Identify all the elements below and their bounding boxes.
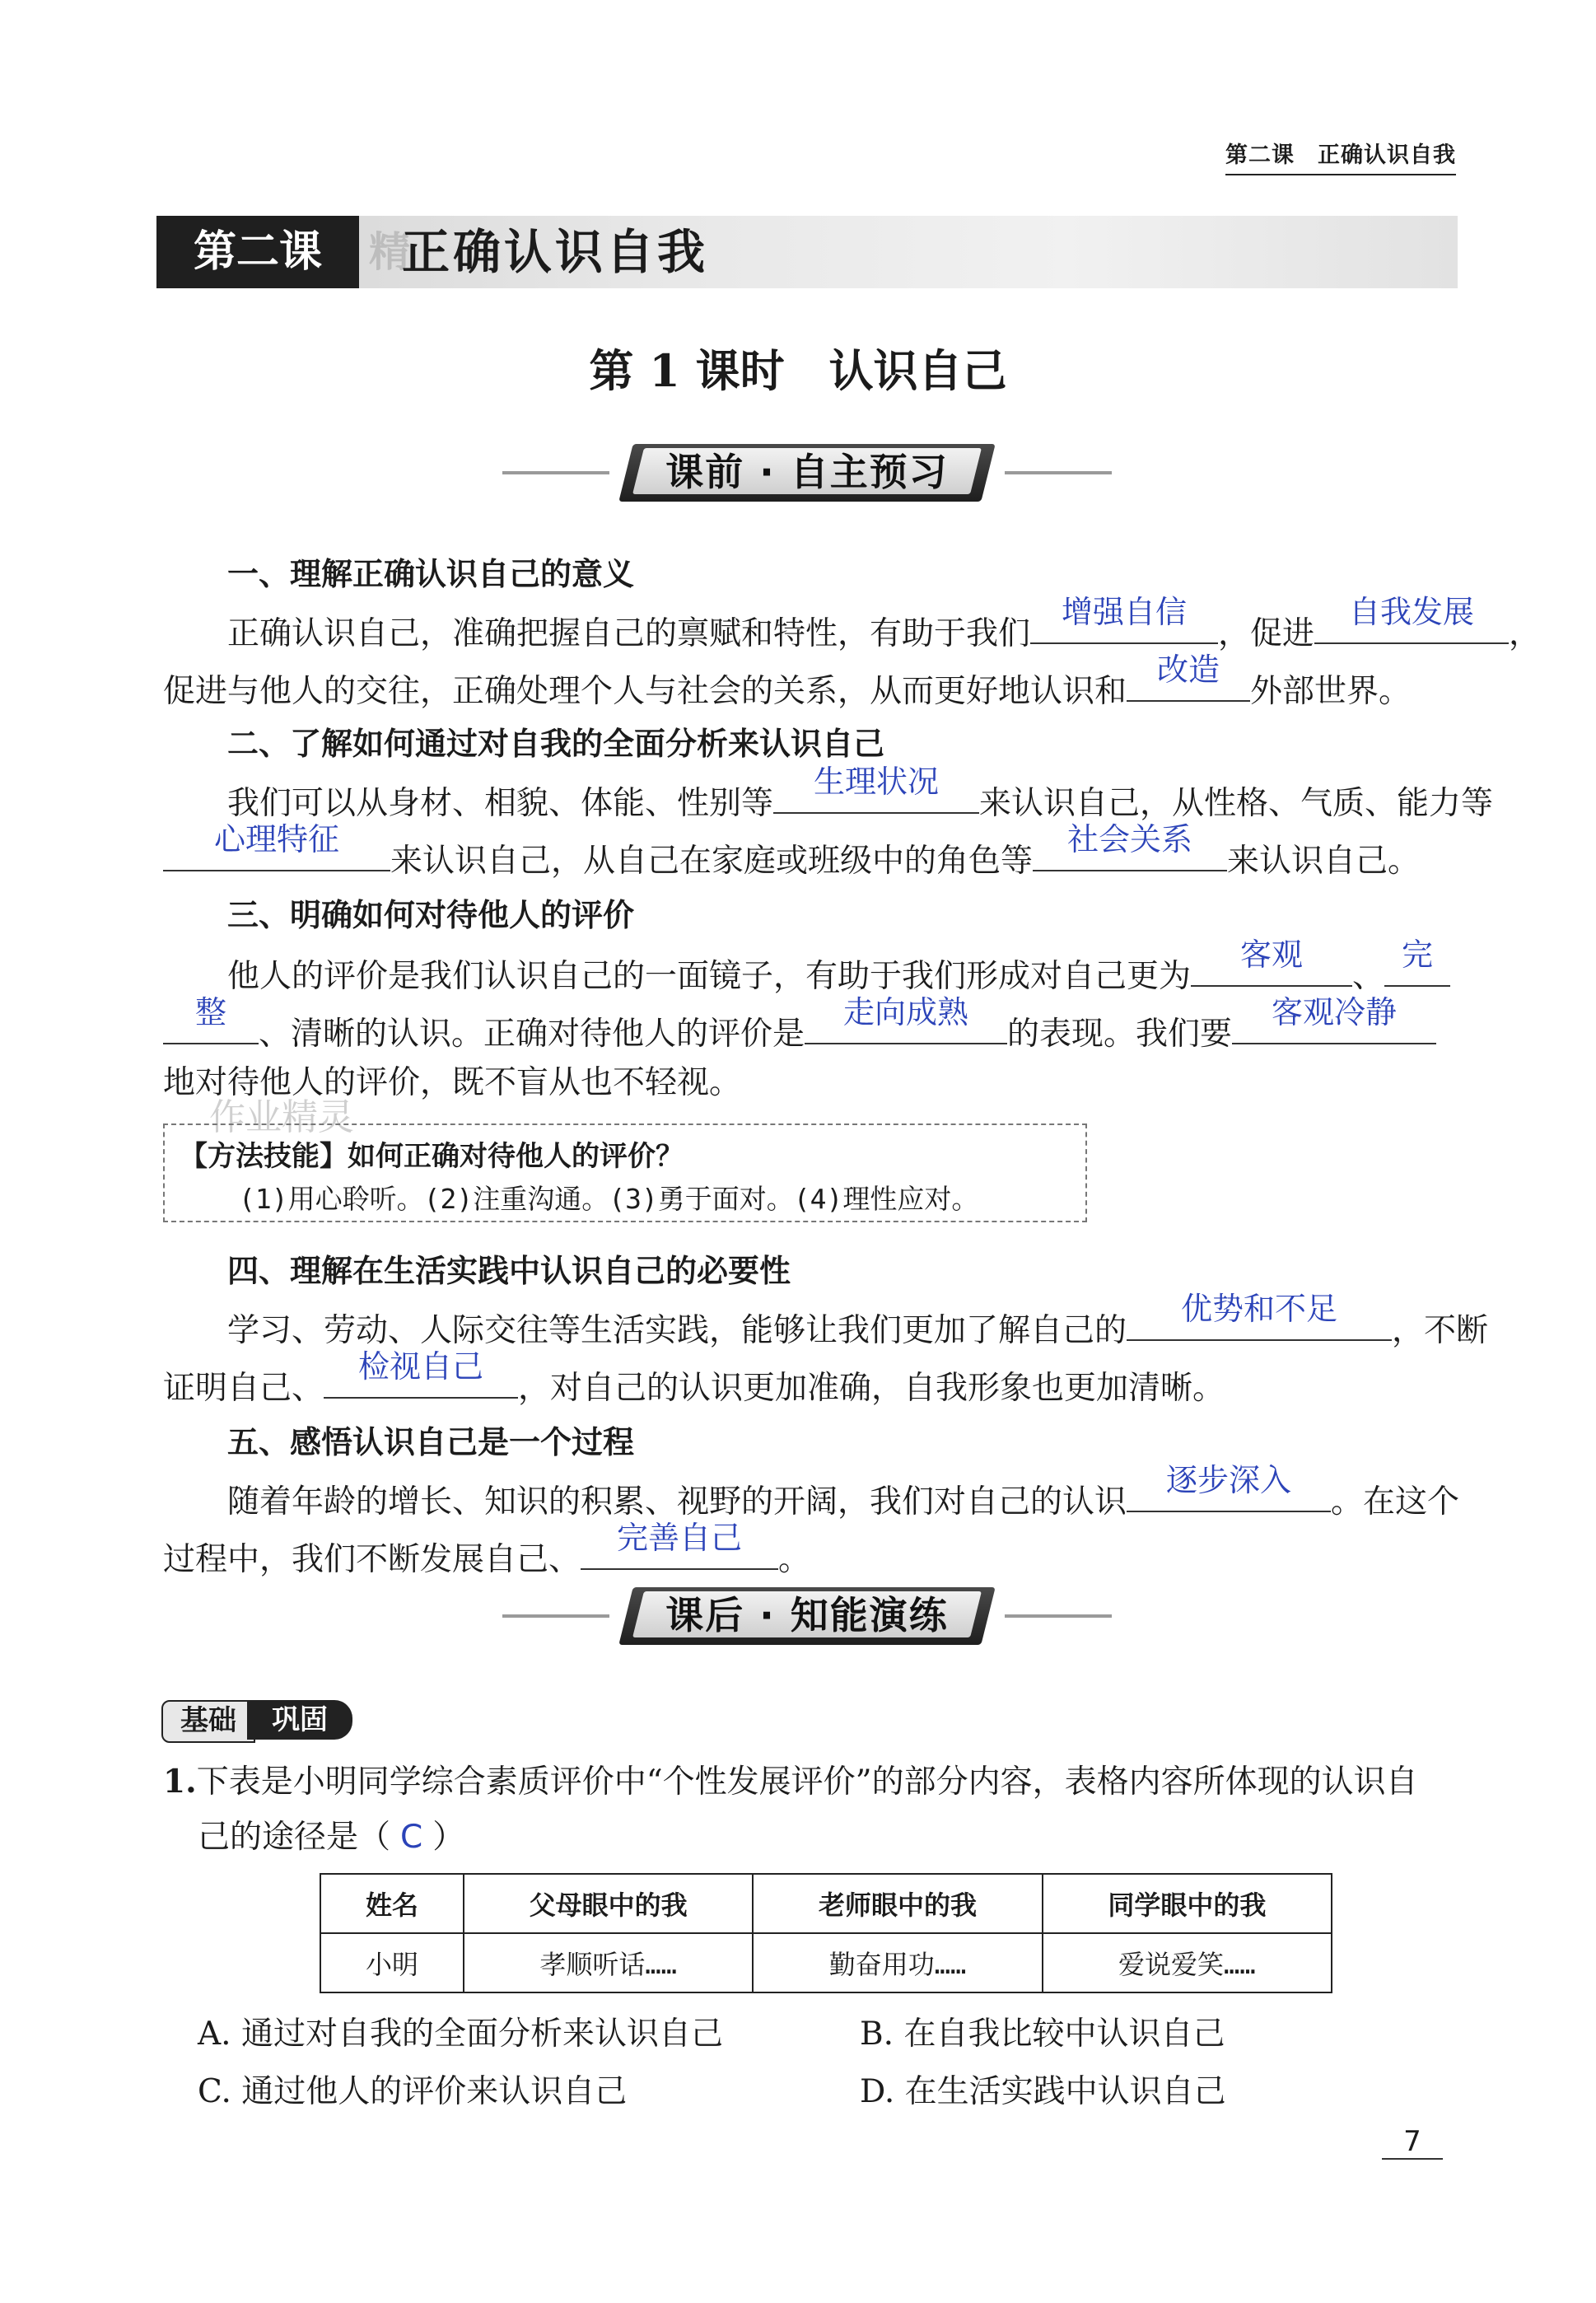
s4-line1: 学习、劳动、人际交往等生活实践，能够让我们更加了解自己的 优势和不足 ，不断 [227, 1291, 1489, 1349]
method-box [163, 1123, 1087, 1222]
s3-blank3[interactable]: 走向成熟 [805, 1003, 1007, 1044]
q1-option-d[interactable]: D. 在生活实践中认识自己 [860, 2073, 1226, 2110]
tag-basic: 基础 [161, 1700, 255, 1743]
q1-table [320, 1873, 1332, 1993]
s4-heading: 四、理解在生活实践中认识自己的必要性 [227, 1253, 791, 1289]
q1-option-a[interactable]: A. 通过对自我的全面分析来认识自己 [198, 2016, 723, 2053]
s2-heading: 二、了解如何通过对自我的全面分析来认识自己 [227, 726, 885, 762]
table-cell: 小明 [320, 1933, 464, 1992]
s1-line1: 正确认识自己，准确把握自己的禀赋和特性，有助于我们 增强自信 ，促进 自我发展 ， [227, 594, 1542, 652]
chapter-label: 第二课 [156, 216, 359, 288]
s3-blank2b[interactable]: 整 [163, 1003, 259, 1044]
q1-stem-line1: 1.下表是小明同学综合素质评价中“个性发展评价”的部分内容，表格内容所体现的认识自 [163, 1763, 1418, 1801]
s4-blank1[interactable]: 优势和不足 [1127, 1300, 1392, 1341]
s4-line2: 证明自己、 检视自己 ，对自己的认识更加准确，自我形象也更加清晰。 [163, 1348, 1225, 1407]
section-pre-title: 课前 · 自主预习 [665, 450, 949, 494]
s1-blank3[interactable]: 改造 [1127, 661, 1250, 702]
lesson-title: 第 1 课时 认识自己 [589, 344, 1007, 397]
q1-answer[interactable]: C [400, 1819, 423, 1856]
q1-stem-line2: 己的途径是（ C ） [198, 1819, 465, 1856]
banner-watermark: 精 [369, 228, 410, 276]
s3-blank4[interactable]: 客观冷静 [1232, 1003, 1436, 1044]
method-watermark: 作业精灵 [209, 1096, 354, 1138]
page-number: 7 [1382, 2125, 1443, 2160]
table-header: 姓名 [320, 1874, 464, 1933]
q1-option-c[interactable]: C. 通过他人的评价来认识自己 [198, 2073, 628, 2110]
s2-blank2[interactable]: 心理特征 [163, 830, 390, 871]
table-cell: 勤奋用功…… [753, 1933, 1042, 1992]
table-row [320, 1933, 1332, 1992]
s2-blank1[interactable]: 生理状况 [773, 773, 979, 814]
table-header: 老师眼中的我 [753, 1874, 1042, 1933]
running-header: 第二课 正确认识自我 [1225, 137, 1456, 175]
s3-blank2a[interactable]: 完 [1384, 946, 1450, 987]
s5-line2: 过程中，我们不断发展自己、 完善自己 。 [163, 1520, 811, 1578]
s5-blank2[interactable]: 完善自己 [581, 1529, 778, 1570]
s3-blank1[interactable]: 客观 [1191, 946, 1352, 987]
s3-line3: 地对待他人的评价，既不盲从也不轻视。 [163, 1064, 742, 1101]
table-cell: 孝顺听话…… [464, 1933, 753, 1992]
table-header: 同学眼中的我 [1043, 1874, 1332, 1933]
section-band-pre [502, 435, 1112, 511]
chapter-title: 正确认识自我 [402, 224, 709, 280]
s5-line1: 随着年龄的增长、知识的积累、视野的开阔，我们对自己的认识 逐步深入 。在这个 [227, 1462, 1460, 1521]
s1-line2: 促进与他人的交往，正确处理个人与社会的关系，从而更好地认识和 改造 外部世界。 [163, 652, 1412, 710]
s3-line1: 他人的评价是我们认识自己的一面镜子，有助于我们形成对自己更为 客观 、 完 [227, 946, 1450, 999]
section-post-title: 课后 · 知能演练 [665, 1593, 949, 1637]
tag-consolidate: 巩固 [247, 1700, 352, 1740]
s3-heading: 三、明确如何对待他人的评价 [227, 897, 635, 933]
s1-heading: 一、理解正确认识自己的意义 [227, 556, 635, 592]
s5-heading: 五、感悟认识自己是一个过程 [227, 1424, 635, 1460]
s5-blank1[interactable]: 逐步深入 [1127, 1471, 1331, 1512]
method-text: (1)用心聆听。(2)注重沟通。(3)勇于面对。(4)理性应对。 [239, 1183, 979, 1215]
s3-line2: 整 、清晰的认识。正确对待他人的评价是 走向成熟 的表现。我们要 客观冷静 [163, 1003, 1436, 1057]
s2-line2: 心理特征 来认识自己，从自己在家庭或班级中的角色等 社会关系 来认识自己。 [163, 830, 1420, 884]
q1-option-b[interactable]: B. 在自我比较中认识自己 [860, 2016, 1225, 2053]
table-header: 父母眼中的我 [464, 1874, 753, 1933]
table-cell: 爱说爱笑…… [1043, 1933, 1332, 1992]
s1-blank1[interactable]: 增强自信 [1030, 603, 1218, 644]
basic-tag [161, 1700, 359, 1740]
s4-blank2[interactable]: 检视自己 [324, 1357, 518, 1399]
s2-line1: 我们可以从身材、相貌、体能、性别等 生理状况 来认识自己，从性格、气质、能力等 [227, 764, 1494, 822]
s2-blank3[interactable]: 社会关系 [1033, 830, 1227, 871]
s1-blank2[interactable]: 自我发展 [1314, 603, 1509, 644]
method-title: 【方法技能】如何正确对待他人的评价？ [180, 1140, 684, 1173]
section-band-post [502, 1578, 1112, 1654]
